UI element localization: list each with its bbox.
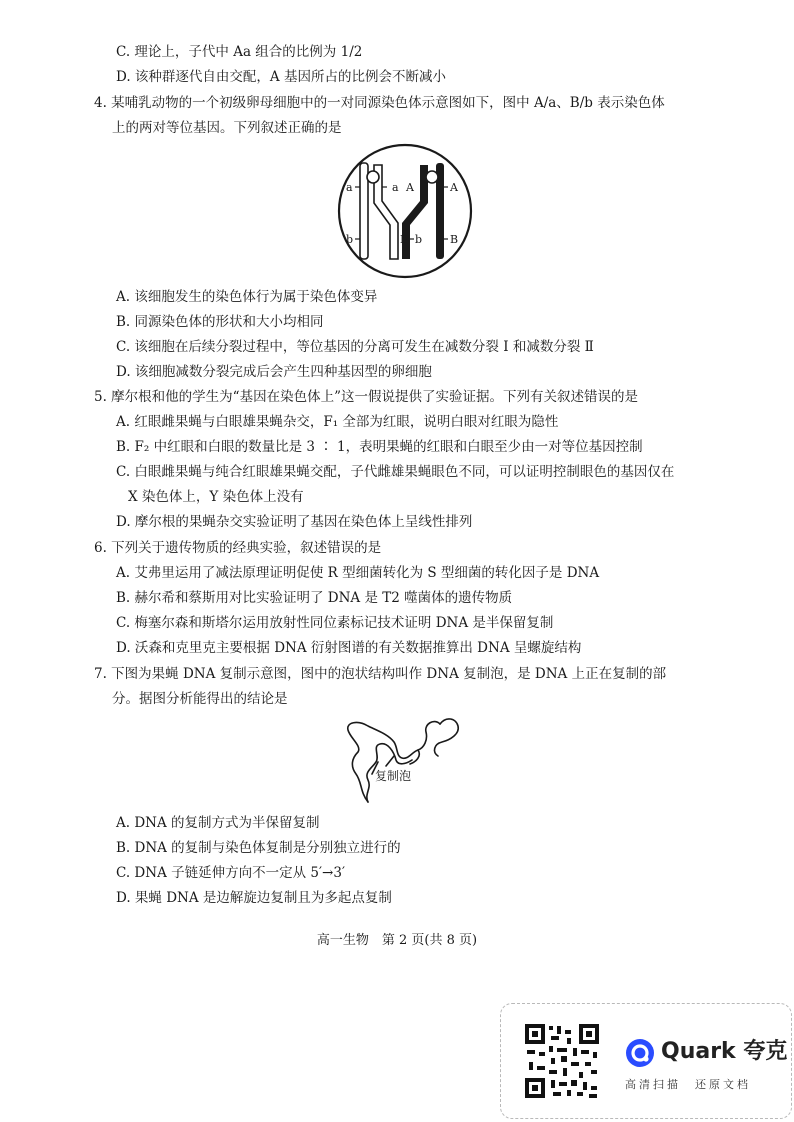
option-text: B. DNA 的复制与染色体复制是分别独立进行的 bbox=[116, 840, 401, 856]
option-text: C. DNA 子链延伸方向不一定从 5′→3′ bbox=[116, 865, 346, 881]
gene-label: a bbox=[346, 181, 353, 194]
option-text: B. 同源染色体的形状和大小均相同 bbox=[116, 314, 324, 330]
centromere bbox=[426, 171, 438, 183]
option-text: D. 沃森和克里克主要根据 DNA 衍射图谱的有关数据推算出 DNA 呈螺旋结构 bbox=[116, 640, 582, 656]
centromere bbox=[367, 171, 379, 183]
question-4-stem: 上的两对等位基因。下列叙述正确的是 bbox=[112, 120, 342, 136]
pointer-line bbox=[386, 756, 394, 766]
question-4-stem: 4. 某哺乳动物的一个初级卵母细胞中的一对同源染色体示意图如下，图中 A/a、B/b 表示染色体 bbox=[94, 95, 665, 111]
quark-subtitle: 高清扫描 还原文档 bbox=[625, 1078, 751, 1091]
option-text: C. 白眼雌果蝇与纯合红眼雄果蝇交配，子代雌雄果蝇眼色不同，可以证明控制眼色的基因仅在 bbox=[116, 464, 675, 480]
option-text: C. 理论上，子代中 Aa 组合的比例为 1/2 bbox=[116, 44, 363, 60]
qr-code-icon bbox=[523, 1022, 601, 1100]
option-text: C. 该细胞在后续分裂过程中，等位基因的分离可发生在减数分裂 Ⅰ 和减数分裂 Ⅱ bbox=[116, 339, 594, 355]
option-text: A. DNA 的复制方式为半保留复制 bbox=[116, 815, 320, 831]
dna-replication-figure bbox=[338, 712, 468, 808]
quark-badge bbox=[500, 1003, 792, 1119]
option-text: D. 摩尔根的果蝇杂交实验证明了基因在染色体上呈线性排列 bbox=[116, 514, 473, 530]
option-text: B. 赫尔希和蔡斯用对比实验证明了 DNA 是 T2 噬菌体的遗传物质 bbox=[116, 590, 513, 606]
option-text: D. 该细胞减数分裂完成后会产生四种基因型的卵细胞 bbox=[116, 364, 432, 380]
gene-label: b bbox=[415, 233, 423, 246]
gene-label: A bbox=[406, 181, 414, 194]
homologous-chromosome-figure bbox=[330, 143, 480, 281]
gene-label: B bbox=[400, 233, 409, 246]
dna-strand bbox=[435, 719, 459, 756]
question-6-stem: 6. 下列关于遗传物质的经典实验，叙述错误的是 bbox=[94, 540, 382, 556]
option-text: C. 梅塞尔森和斯塔尔运用放射性同位素标记技术证明 DNA 是半保留复制 bbox=[116, 615, 554, 631]
question-7-stem: 分。据图分析能得出的结论是 bbox=[112, 691, 288, 707]
page-footer: 高一生物 第 2 页(共 8 页) bbox=[316, 933, 478, 948]
dna-strand bbox=[348, 722, 440, 802]
option-text: A. 艾弗里运用了减法原理证明促使 R 型细菌转化为 S 型细菌的转化因子是 DNA bbox=[116, 565, 600, 581]
question-7-stem: 7. 下图为果蝇 DNA 复制示意图，图中的泡状结构叫作 DNA 复制泡，是 DNA 上正在复制的部 bbox=[94, 666, 667, 682]
gene-label: a bbox=[392, 181, 399, 194]
option-text: D. 果蝇 DNA 是边解旋边复制且为多起点复制 bbox=[116, 890, 392, 906]
option-text: A. 该细胞发生的染色体行为属于染色体变异 bbox=[116, 289, 378, 305]
question-5-stem: 5. 摩尔根和他的学生为“基因在染色体上”这一假说提供了实验证据。下列有关叙述错误的是 bbox=[94, 389, 638, 405]
option-text: D. 该种群逐代自由交配，A 基因所占的比例会不断减小 bbox=[116, 69, 446, 85]
quark-logo-icon bbox=[625, 1038, 655, 1068]
option-text: X 染色体上，Y 染色体上没有 bbox=[128, 489, 304, 505]
option-text: A. 红眼雌果蝇与白眼雄果蝇杂交，F₁ 全部为红眼，说明白眼对红眼为隐性 bbox=[116, 414, 559, 430]
replication-bubble-label: 复制泡 bbox=[375, 769, 412, 783]
gene-label: B bbox=[450, 233, 459, 246]
gene-label: b bbox=[346, 233, 354, 246]
gene-label: A bbox=[450, 181, 458, 194]
option-text: B. F₂ 中红眼和白眼的数量比是 3 ∶ 1，表明果蝇的红眼和白眼至少由一对等位基因控制 bbox=[116, 439, 643, 455]
quark-brand-text: Quark 夸克 bbox=[661, 1039, 788, 1064]
